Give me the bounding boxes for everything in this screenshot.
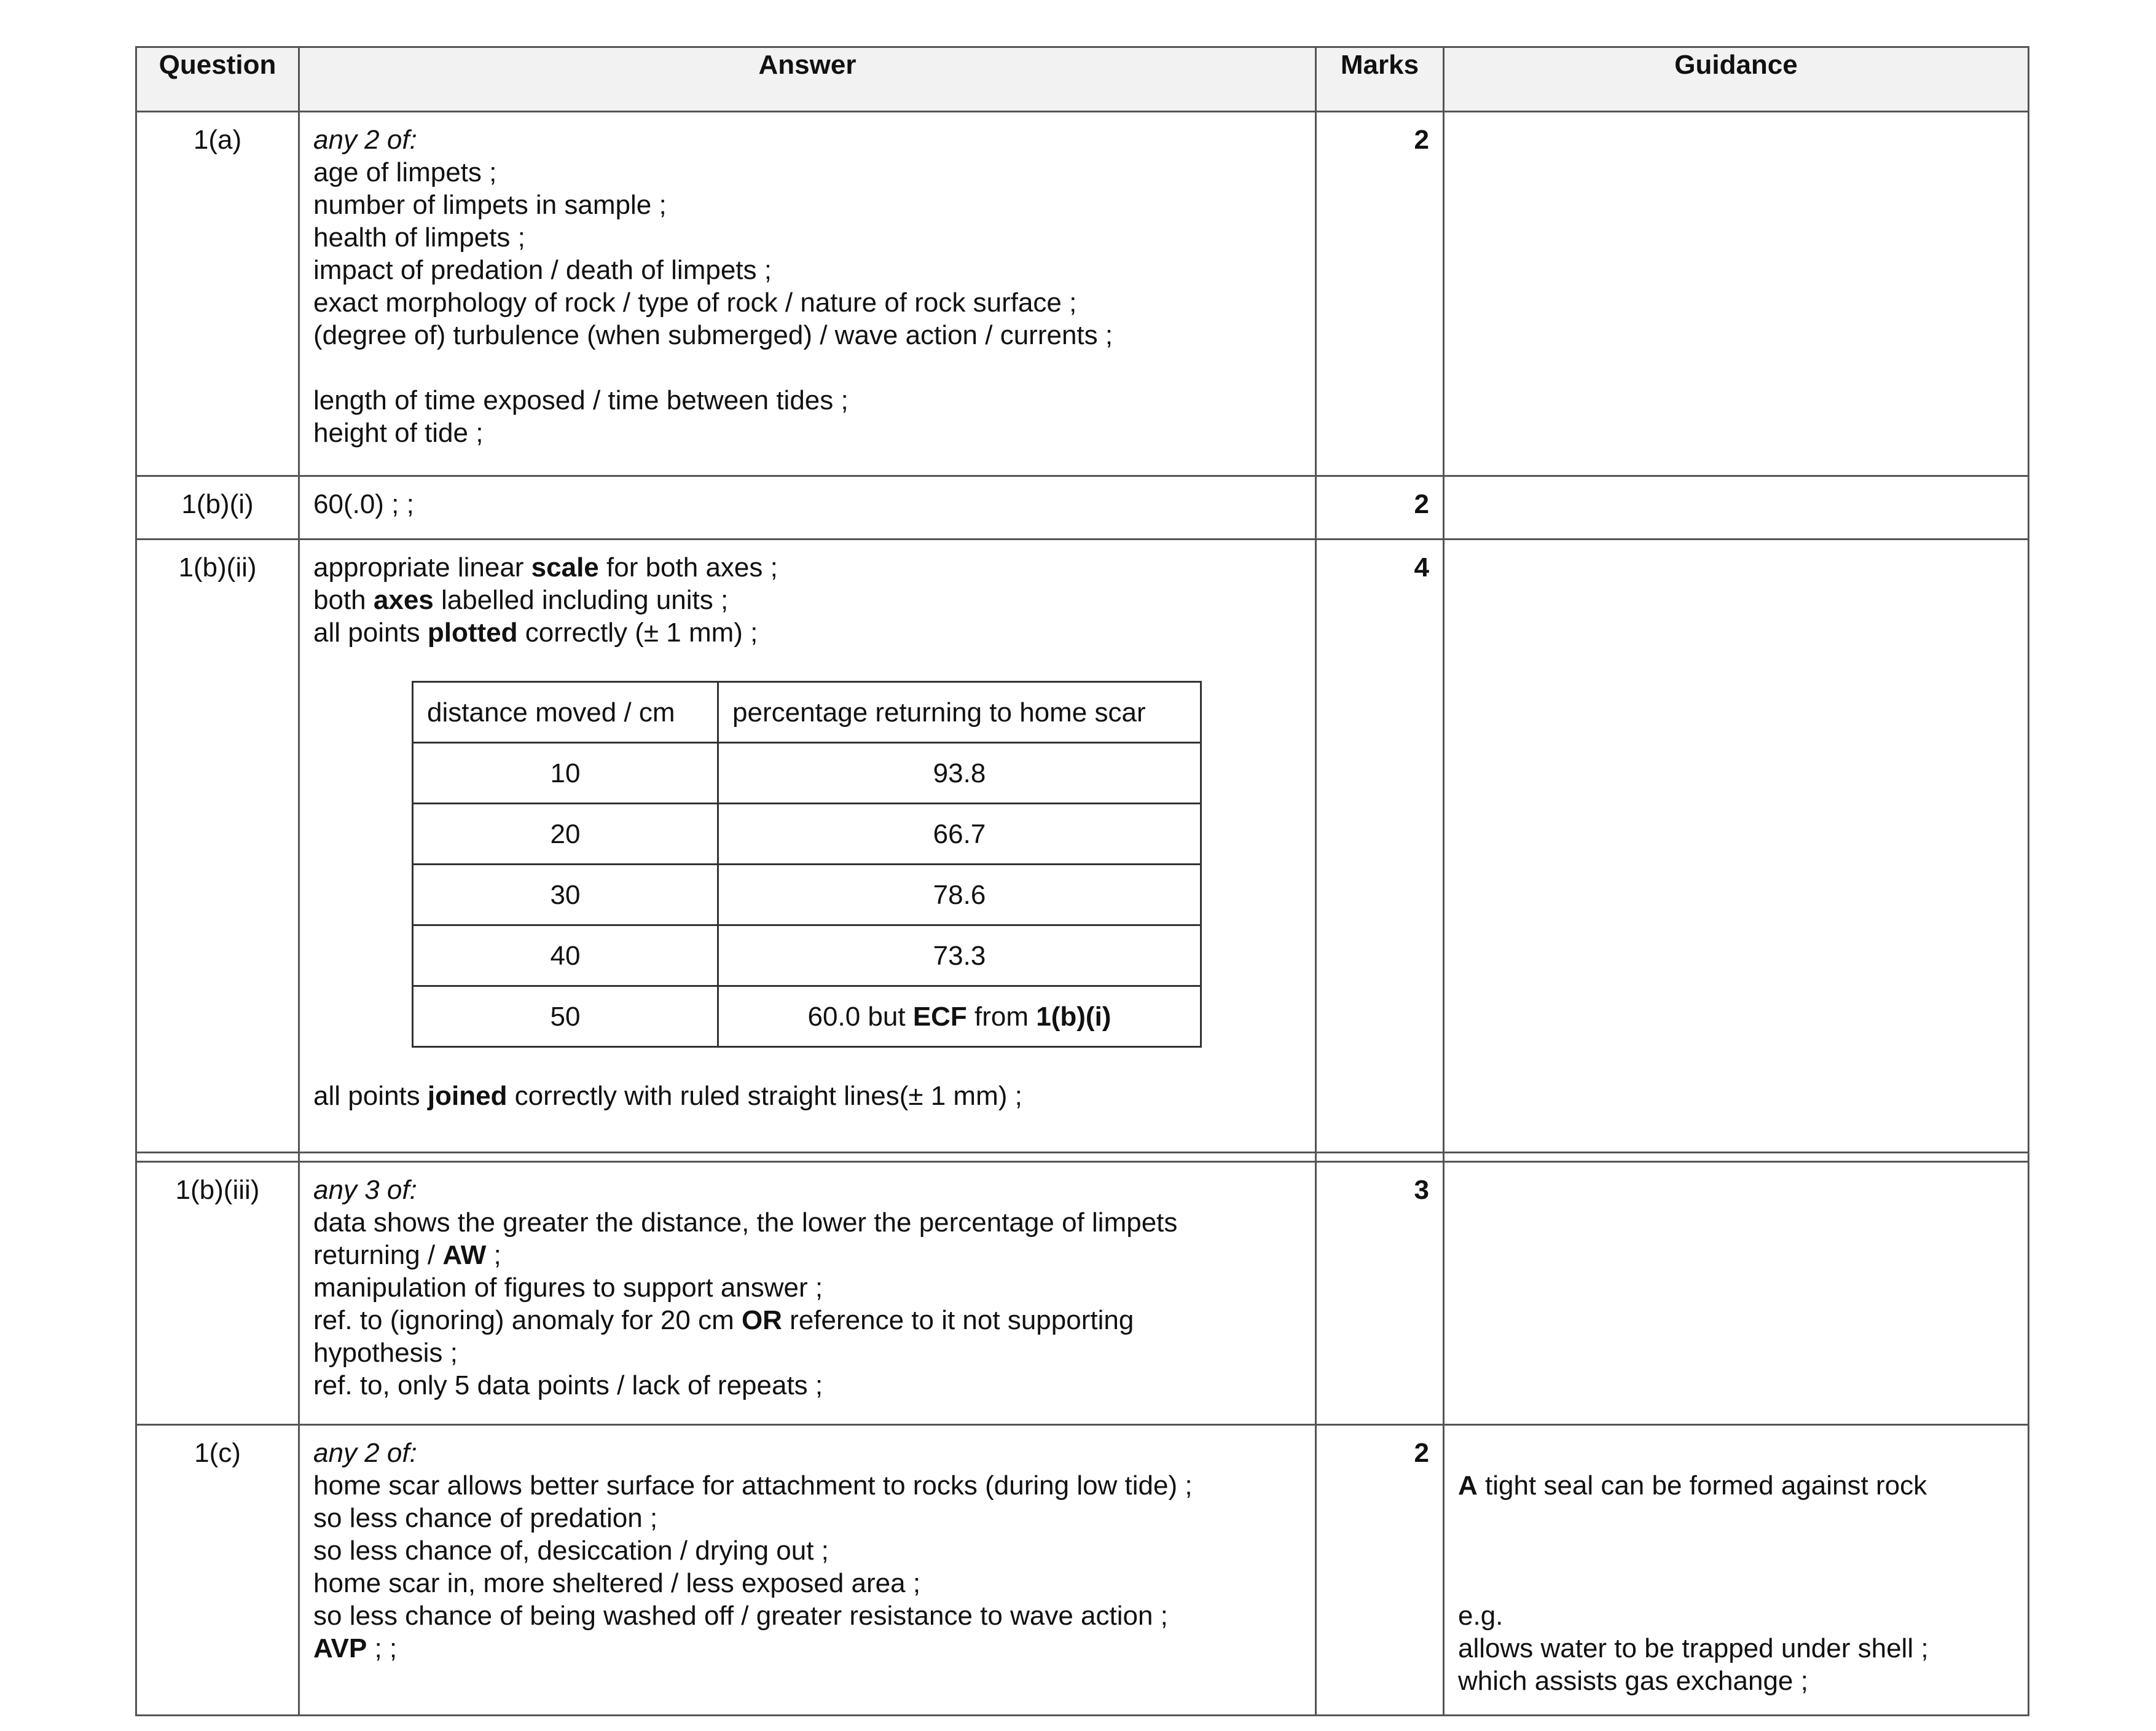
question-number: 1(b)(ii) <box>136 540 299 1153</box>
answer-line: (degree of) turbulence (when submerged) / wave action / currents ; <box>313 320 1113 350</box>
table-row <box>136 112 2029 476</box>
guidance-cell <box>1444 540 2029 1153</box>
percentage-cell: 78.6 <box>718 865 1201 925</box>
header-guidance: Guidance <box>1444 47 2029 112</box>
header-marks: Marks <box>1316 47 1444 112</box>
answer-intro: any 3 of: <box>313 1175 417 1205</box>
percentage-cell: 73.3 <box>718 925 1201 986</box>
header-answer: Answer <box>299 47 1316 112</box>
distance-cell: 40 <box>413 925 718 986</box>
answer-line: health of limpets ; <box>313 222 525 253</box>
column-header-percentage: percentage returning to home scar <box>718 682 1201 743</box>
answer-line: so less chance of being washed off / greater resistance to wave action ; <box>313 1601 1168 1631</box>
table-row <box>136 1162 2029 1425</box>
answer-line: length of time exposed / time between tides ; <box>313 385 849 415</box>
answer-line: impact of predation / death of limpets ; <box>313 255 772 285</box>
answer-cell <box>299 1162 1316 1425</box>
expected-data-row <box>413 804 1201 865</box>
expected-data-row <box>413 925 1201 986</box>
row-divider <box>136 1153 2029 1162</box>
answer-line: number of limpets in sample ; <box>313 190 667 220</box>
answer-line: home scar in, more sheltered / less exposed area ; <box>313 1568 921 1598</box>
answer-line: returning / AW ; <box>313 1240 501 1270</box>
question-number: 1(b)(i) <box>136 476 299 540</box>
answer-intro: any 2 of: <box>313 125 417 155</box>
answer-cell <box>299 1425 1316 1716</box>
marks-value: 2 <box>1316 476 1444 540</box>
header-row <box>136 47 2029 112</box>
answer-line: so less chance of predation ; <box>313 1503 658 1533</box>
expected-data-table <box>412 681 1202 1048</box>
mark-scheme-table <box>135 46 2029 1716</box>
answer-line: all points joined correctly with ruled straight lines(± 1 mm) ; <box>313 1081 1022 1111</box>
guidance-cell <box>1444 1162 2029 1425</box>
guidance-cell <box>1444 1425 2029 1716</box>
question-number: 1(c) <box>136 1425 299 1716</box>
distance-cell: 30 <box>413 865 718 925</box>
question-number: 1(a) <box>136 112 299 476</box>
guidance-line: A tight seal can be formed against rock <box>1458 1470 1927 1501</box>
guidance-line: allows water to be trapped under shell ; <box>1458 1633 1929 1663</box>
answer-line: 60(.0) ; ; <box>313 489 414 519</box>
header-question: Question <box>136 47 299 112</box>
expected-data-row <box>413 986 1201 1047</box>
answer-line: all points plotted correctly (± 1 mm) ; <box>313 618 758 648</box>
answer-cell <box>299 112 1316 476</box>
table-row <box>136 540 2029 1153</box>
percentage-cell: 93.8 <box>718 743 1201 804</box>
marks-value: 3 <box>1316 1162 1444 1425</box>
answer-line: ref. to (ignoring) anomaly for 20 cm OR reference to it not supporting <box>313 1305 1134 1335</box>
answer-line: hypothesis ; <box>313 1338 458 1368</box>
table-row <box>136 476 2029 540</box>
answer-line: both axes labelled including units ; <box>313 585 729 615</box>
answer-line: manipulation of figures to support answer ; <box>313 1273 823 1303</box>
marks-value: 4 <box>1316 540 1444 1153</box>
answer-line: AVP ; ; <box>313 1633 398 1663</box>
guidance-cell <box>1444 476 2029 540</box>
answer-line: ref. to, only 5 data points / lack of repeats ; <box>313 1370 823 1400</box>
answer-cell <box>299 476 1316 540</box>
marks-value: 2 <box>1316 1425 1444 1716</box>
answer-intro: any 2 of: <box>313 1438 417 1468</box>
distance-cell: 50 <box>413 986 718 1047</box>
expected-data-header-row <box>413 682 1201 743</box>
answer-line: home scar allows better surface for attachment to rocks (during low tide) ; <box>313 1470 1193 1501</box>
percentage-cell: 66.7 <box>718 804 1201 865</box>
answer-line: data shows the greater the distance, the lower the percentage of limpets <box>313 1207 1178 1238</box>
column-header-distance: distance moved / cm <box>413 682 718 743</box>
guidance-line: e.g. <box>1458 1601 1503 1631</box>
percentage-cell: 60.0 but ECF from 1(b)(i) <box>718 986 1201 1047</box>
question-number: 1(b)(iii) <box>136 1162 299 1425</box>
answer-line: exact morphology of rock / type of rock / nature of rock surface ; <box>313 288 1077 318</box>
guidance-line: which assists gas exchange ; <box>1458 1666 1808 1696</box>
guidance-cell <box>1444 112 2029 476</box>
table-row <box>136 1425 2029 1716</box>
expected-data-row <box>413 865 1201 925</box>
answer-cell <box>299 540 1316 1153</box>
distance-cell: 10 <box>413 743 718 804</box>
answer-line: age of limpets ; <box>313 157 497 187</box>
answer-line: height of tide ; <box>313 418 484 448</box>
distance-cell: 20 <box>413 804 718 865</box>
marks-value: 2 <box>1316 112 1444 476</box>
expected-data-row <box>413 743 1201 804</box>
answer-line: appropriate linear scale for both axes ; <box>313 552 778 583</box>
answer-line: so less chance of, desiccation / drying out ; <box>313 1536 829 1566</box>
